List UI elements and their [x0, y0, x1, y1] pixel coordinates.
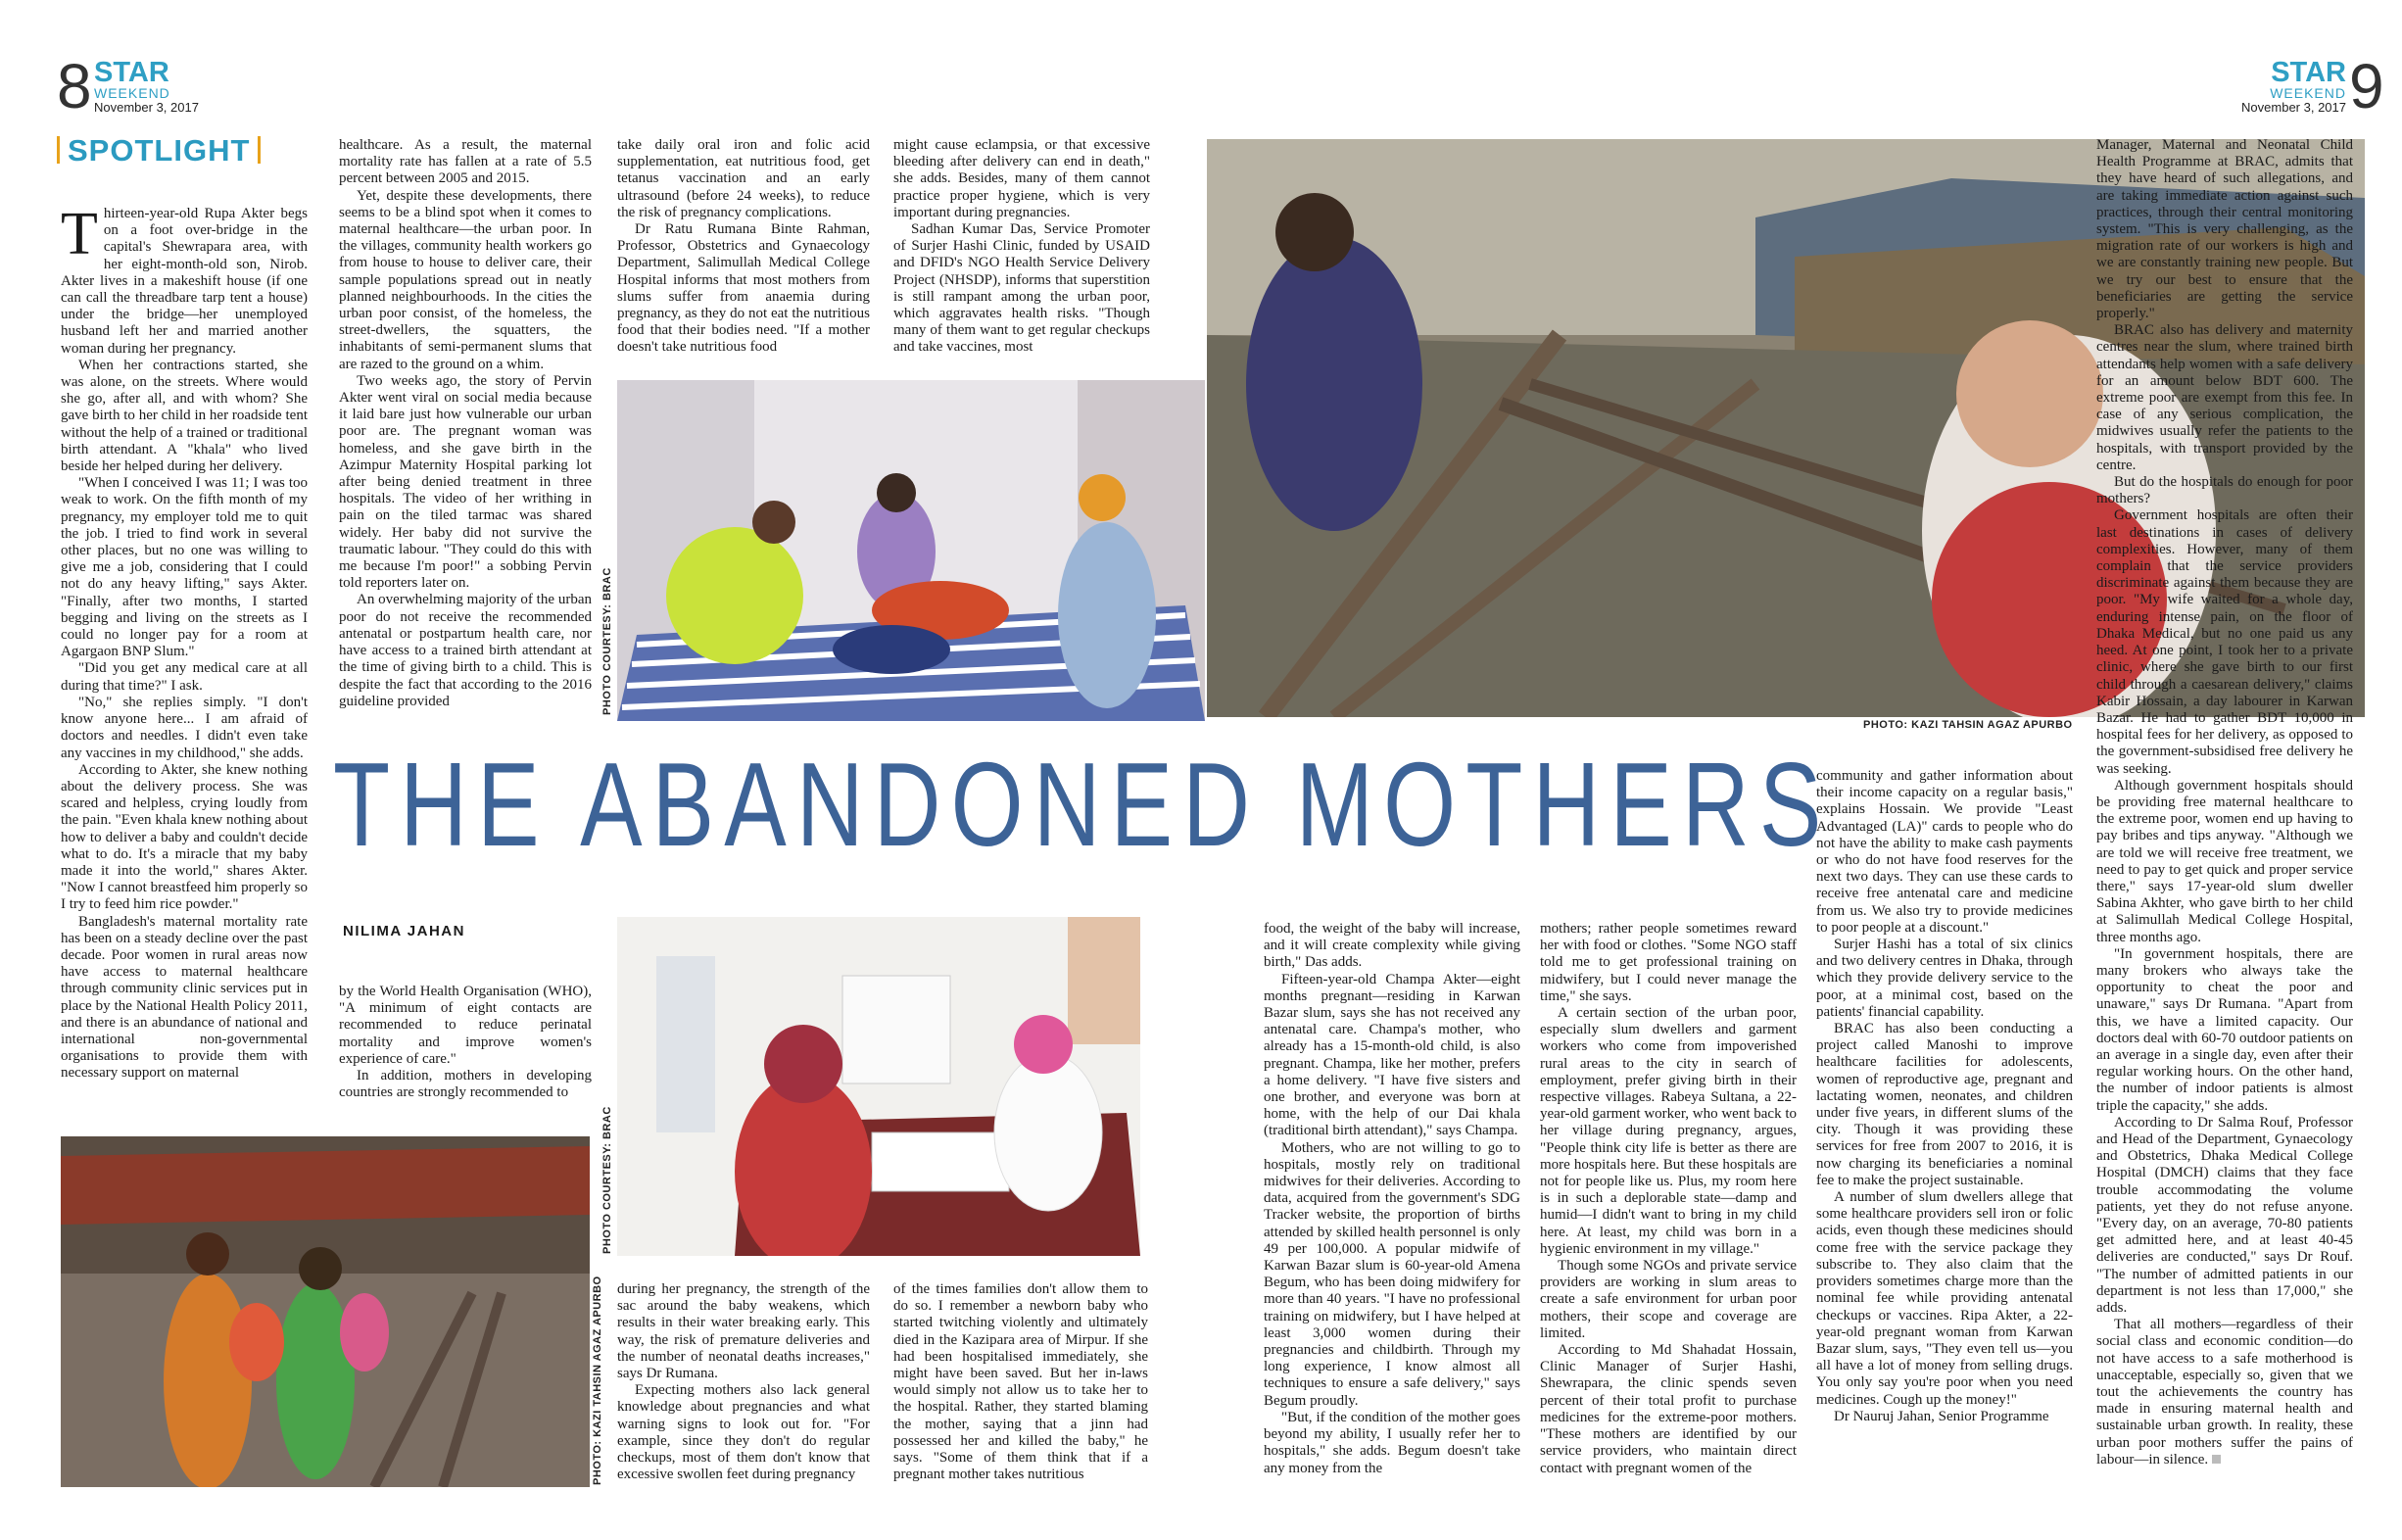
drop-cap: T: [61, 206, 98, 267]
ward-image: [617, 380, 1205, 721]
masthead-brand: STAR: [2271, 57, 2346, 88]
kicker-bar: [57, 136, 60, 164]
article-column-4b: of the times families don't allow them to do so. I remember a newborn baby who started twitching violently and ultimately died in the Kazipara area of Mirpur. If she had been hospitalised immediately, she might have been saved. But her in-laws would simply not allow us to take her to the hospital. Rather, they started blaming the mother, saying that a jinn had possessed her and killed the baby," he says. "Some of them think that if a pregnant mother takes nutritious: [893, 1281, 1148, 1483]
kicker-bar: [258, 136, 261, 164]
section-kicker: SPOTLIGHT: [57, 133, 268, 168]
masthead-right: [2236, 59, 2346, 115]
photo-credit: PHOTO COURTESY: BRAC: [601, 567, 613, 715]
byline: NILIMA JAHAN: [343, 923, 465, 939]
masthead-brand-sub: WEEKEND: [2270, 85, 2346, 101]
masthead-left: [94, 59, 199, 115]
mothers-image: [61, 1136, 590, 1487]
article-column-5: food, the weight of the baby will increase, and it will create complexity while giving birth," Das adds. Fifteen-year-old Champa Akter—eight months pregnant—residing in Karwan Bazar slum, says she has not received any antenatal care. Champa's mother, who already has a 15-month-old child, is also pregnant. Champa, like her mother, prefers a home delivery. "I have five sisters and one brother, and everyone was born at home, with the help of our Dai khala (traditional birth attendant)," says Champa. Mothers, who are not willing to go to hospitals, mostly rely on traditional midwives for their deliveries. According to data, acquired from the government's SDG Tracker website, the proportion of births attended by skilled health personnel is only 49 per 100,000. A popular midwife of Karwan Bazar slum is 60-year-old Amena Begum, who has been doing midwifery for more than 40 years. "I have no professional training on midwifery, but I have helped at least 3,000 women during their pregnancies and childbirth. Through my long experience, I know almost all techniques to ensure a safe delivery," says Begum proudly. "But, if the condition of the mother goes beyond my ability, I usually refer her to hospitals," she adds. Begum doesn't take any money from the: [1264, 921, 1520, 1476]
article-column-8: Manager, Maternal and Neonatal Child Health Programme at BRAC, admits that they have heard of such allegations, and are taking immediate action against such practices, through their central monitoring system. "This is very challenging, as the migration rate of our workers is high and we are constantly training new people. But we try our best to ensure that the beneficiaries are getting the service properly." BRAC also has delivery and maternity centres near the slum, where trained birth attendants help women with a safe delivery for an amount below BDT 600. The extreme poor are exempt from this fee. In case of any serious complication, the midwives usually refer the patients to the hospitals, with transport provided by the centre. But do the hospitals do enough for poor mothers? Government hospitals are often their last destinations in cases of delivery complexities. However, many of them complain that the service providers discriminate against them because they are poor. "My wife waited for a whole day, enduring intense pain, on the floor of Dhaka Medical, but no one paid us any heed. At one point, I took her to a private clinic, where she gave birth to our first child through a caesarean delivery," claims Kabir Hossain, a day labourer in Karwan Bazar. He had to gather BDT 10,000 in hospital fees for her delivery, as opposed to the government-subsidised free delivery he was seeking. Although government hospitals should be providing free maternal healthcare to the extreme poor, women end up having to pay bribes and tips anyway. "Although we are told we will receive free treatment, we need to pay to get quick and proper service there," says 17-year-old slum dweller Sabina Akhter, who gave birth to her child at Salimullah Medical College Hospital, three months ago. "In government hospitals, there are many brokers who always take the opportunity to cheat the poor and unaware," says Dr Rumana. "Apart from this, we have a limited capacity. Our doctors deal with 60-70 outdoor patients on an average in a single day, even after their regular working hours. On the other hand, the number of indoor patients is almost triple the capacity," she adds. According to Dr Salma Rouf, Professor and Head of the Department, Gynaecology and Obstetrics, Dhaka Medical College Hospital (DMCH) claims that they face trouble accommodating the volume patients, yet they do not refuse anyone. "Every day, on an average, 70-80 patients get admitted here, and at least 40-45 deliveries are conducted," says Dr Rouf. "The number of admitted patients in our department is not less than 17,000," she adds. That all mothers—regardless of their social class and economic condition—do not have access to a safe motherhood is unacceptable, especially so, given that we tout the achievements the country has made in ensuring maternal health and sustainable urban growth. In reality, these urban poor mothers suffer the pains of labour—in silence.: [2096, 137, 2353, 1468]
end-mark: [2212, 1455, 2221, 1464]
headline: THE ABANDONED MOTHERS: [333, 738, 1832, 871]
article-column-4: might cause eclampsia, or that excessive bleeding after delivery can end in death," she adds. Besides, many of them cannot practice proper hygiene, which is very important during pregnancies. Sadhan Kumar Das, Service Promoter of Surjer Hashi Clinic, funded by USAID and DFID's NGO Health Service Delivery Project (NHSDP), informs that superstition is still rampant among the urban poor, which aggravates health risks. "Though many of them want to get regular checkups and take vaccines, most: [893, 137, 1150, 356]
article-column-1: T hirteen-year-old Rupa Akter begs on a foot over-bridge in the capital's Shewrapara area, with her eight-month-old son, Nirob. Akter lives in a makeshift house (if one can call the threadbare tarp tent a house) under the bridge—her unemployed husband left her and married another woman during her pregnancy. When her contractions started, she was alone, on the streets. Where would she go, after all, and with whom? She gave birth to her child in her roadside tent without the help of a trained or traditional birth attendant. A "khala" who lived beside her helped during her delivery. "When I conceived I was 11; I was too weak to work. On the fifth month of my pregnancy, my employer told me to quit the job. I tried to find work in several other places, but no one was willing to give me a job, considering that I could not do any heavy lifting," says Akter. "Finally, after two months, I started begging and living on the streets as I could no longer pay for a room at Agargaon BNP Slum." "Did you get any medical care at all during that time?" I ask. "No," she replies simply. "I don't know anyone here... I am afraid of doctors and needles. I didn't even take any vaccines in my childhood," she adds. According to Akter, she knew nothing about the delivery process. She was scared and helpless, crying loudly from the pain. "Even khala knew nothing about how to deliver a baby and couldn't decide what to do. It's a miracle that my baby made it into the world," shares Akter. "Now I cannot breastfeed him properly so I try to feed him rice powder." Bangladesh's maternal mortality rate has been on a steady decline over the past decade. Poor women in rural areas now have access to maternal healthcare through community clinic services put in place by the National Health Policy 2011, and there is an abundance of national and international non-governmental organisations to provide them with necessary support on maternal: [61, 206, 308, 1082]
page-number-right: 9: [2349, 51, 2384, 121]
article-column-6: mothers; rather people sometimes reward her with food or clothes. "Some NGO staff told me to get professional training on midwifery, but I could never manage the time," she says. A certain section of the urban poor, especially slum dwellers and garment workers who come from impoverished rural areas to the city in search of employment, prefer giving birth in their respective villages. Rabeya Sultana, a 22-year-old garment worker, who went back to her village during pregnancy, argues, "People think city life is better as there are more hospitals here. But these hospitals are not for people like us. Plus, my room here is in such a deplorable state—damp and humid—I didn't want to bring in my child here. At least, my child was born in a hygienic environment in my village." Though some NGOs and private service providers are working in slum areas to create a safe environment for urban poor mothers, their scope and coverage are limited. According to Md Shahadat Hossain, Clinic Manager of Surjer Hashi, Shewrapara, the clinic spends seven percent of their total profit to purchase medicines for the extreme-poor mothers. "These mothers are identified by our service providers, who maintain direct contact with pregnant women of the: [1540, 921, 1797, 1476]
masthead-brand-sub: WEEKEND: [94, 85, 170, 101]
masthead-brand: STAR: [94, 57, 169, 88]
page-number-left: 8: [57, 51, 92, 121]
article-column-7: community and gather information about their income capacity on a regular basis," explains Hossain. We provide "Least Advantaged (LA)" cards to people who do not have the ability to make cash payments or who do not have food reserves for the next two days. They can use these cards to receive free antenatal care and medicine from us. We also try to provide medicines to poor people at a discount." Surjer Hashi has a total of six clinics and two delivery centres in Dhaka, through which they provide delivery service to the poor, at a minimal cost, based on the patients' financial capability. BRAC has also been conducting a project called Manoshi to improve healthcare facilities for adolescents, women of reproductive age, pregnant and lactating women, neonates, and children under five years, in different slums of the city. Though it was providing these services for free from 2007 to 2016, it is now charging its beneficiaries a nominal fee to make the project sustainable. A number of slum dwellers allege that some healthcare providers sell iron or folic acids, even though these medicines should come free with the service package they subscribe to. They also claim that the providers sometimes charge more than the nominal fee while providing antenatal checkups or vaccines. Ripa Akter, a 22-year-old pregnant woman from Karwan Bazar slum, says, "They even tell us—you all have a lot of money from selling drugs. You only say you're poor when you need medicines. Cough up the money!" Dr Nauruj Jahan, Senior Programme: [1816, 768, 2073, 1424]
article-column-3: take daily oral iron and folic acid supplementation, eat nutritious food, get tetanus vaccination and an early ultrasound (before 24 weeks), to reduce the risk of pregnancy complications. Dr Ratu Rumana Binte Rahman, Professor, Obstetrics and Gynaecology Department, Salimullah Medical College Hospital informs that most mothers from slums suffer from anaemia during pregnancy, as they do not eat the nutritious food that their bodies need. "If a mother doesn't take nutritious food: [617, 137, 870, 356]
photo-mothers-track: [61, 1136, 590, 1487]
masthead-date: November 3, 2017: [94, 100, 199, 115]
photo-hospital-ward: [617, 380, 1205, 721]
photo-clinic: [617, 917, 1140, 1256]
photo-credit: PHOTO: KAZI TAHSIN AGAZ APURBO: [1863, 719, 2073, 731]
masthead-date: November 3, 2017: [2241, 100, 2346, 115]
photo-credit: PHOTO COURTESY: BRAC: [601, 1106, 613, 1254]
photo-credit: PHOTO: KAZI TAHSIN AGAZ APURBO: [592, 1275, 603, 1485]
article-column-3b: during her pregnancy, the strength of the sac around the baby weakens, which results in their water breaking early. This way, the risk of premature deliveries and the number of neonatal deaths increases," says Dr Rumana. Expecting mothers also lack general knowledge about pregnancies and what warning signs to look out for. "For example, since they don't do regular checkups, most of them don't know that excessive swollen feet during pregnancy: [617, 1281, 870, 1483]
article-column-2b: by the World Health Organisation (WHO), "A minimum of eight contacts are recommended to reduce perinatal mortality and improve women's experience of care." In addition, mothers in developing countries are strongly recommended to: [339, 984, 592, 1101]
clinic-image: [617, 917, 1140, 1256]
article-column-2: healthcare. As a result, the maternal mortality rate has fallen at a rate of 5.5 percent between 2005 and 2015. Yet, despite these developments, there seems to be a blind spot when it comes to maternal healthcare—the urban poor. In the villages, community health workers go from house to house to deliver care, their sample populations spread out in neatly planned neighbourhoods. In the cities the urban poor consist, of the homeless, the street-dwellers, the squatters, the inhabitants of semi-permanent slums that are razed to the ground on a whim. Two weeks ago, the story of Pervin Akter went viral on social media because it laid bare just how vulnerable our urban poor are. The pregnant woman was homeless, and she gave birth in the Azimpur Maternity Hospital parking lot after being denied treatment in three hospitals. The video of her writhing in pain on the tiled tarmac was shared widely. Her baby did not survive the traumatic labour. "They could do this with me because I'm poor!" a sobbing Pervin told reporters later on. An overwhelming majority of the urban poor do not receive the recommended antenatal or postpartum health care, nor have access to a trained birth attendant at the time of giving birth to a child. This is despite the fact that according to the 2016 guideline provided: [339, 137, 592, 709]
